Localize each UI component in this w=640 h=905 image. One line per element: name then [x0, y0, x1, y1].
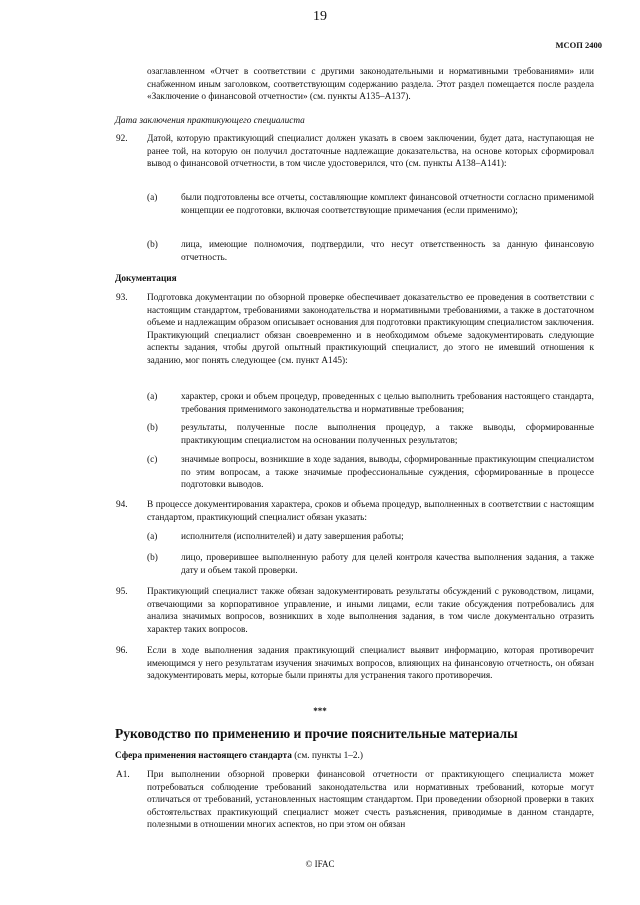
list-item-text: результаты, полученные после выполнения процедур, а также выводы, сформированные практикующим специалистом на основании полученных результатов; — [181, 423, 594, 446]
list-item-label: (a) — [147, 392, 158, 402]
list-item-text: лица, имеющие полномочия, подтвердили, что несут ответственность за данную финансовую отчетность. — [181, 240, 594, 263]
paragraph-number: 94. — [116, 500, 128, 510]
list-item-label: (b) — [147, 423, 158, 433]
paragraph-96: Если в ходе выполнения задания практикующий специалист выявит информацию, которая противоречит имеющимся у него результатам изучения значимых вопросов, влияющих на финансовую отчетность, он обязан задокументировать меры, которые были приняты для устранения такого противоречия. — [147, 646, 594, 682]
guidance-section-title: Руководство по применению и прочие пояснительные материалы — [115, 726, 518, 741]
list-item-text: лицо, проверившее выполненную работу для целей контроля качества выполнения задания, а также дату и объем такой проверки. — [181, 553, 594, 576]
list-item-label: (b) — [147, 240, 158, 250]
date-section-heading: Дата заключения практикующего специалиста — [115, 116, 305, 126]
paragraph-number: 95. — [116, 587, 128, 597]
list-item-label: (b) — [147, 553, 158, 563]
scope-heading-reference: (см. пункты 1–2.) — [291, 751, 363, 761]
paragraph-92: Датой, которую практикующий специалист должен указать в своем заключении, будет дата, наступающая не ранее той, на которую он получил достаточные надлежащие доказательства, на основе которых сформировал вывод о финансовой отчетности, в том числе удостоверился, что (см. пункты A138–A141): — [147, 134, 594, 170]
scope-heading — [115, 750, 363, 763]
list-item-text: значимые вопросы, возникшие в ходе задания, выводы, сформированные практикующим специалистом по этим вопросам, а также значимые профессиональные суждения, сформированные в процессе подготовки выводов. — [181, 455, 594, 491]
paragraph-number: 93. — [116, 293, 128, 303]
list-item-label: (c) — [147, 455, 158, 465]
standard-code: МСОП 2400 — [555, 40, 602, 50]
paragraph-a1: При выполнении обзорной проверки финансовой отчетности от практикующего специалиста может потребоваться соблюдение требований законодательства или нормативных требований, которые могут отличаться от требований, установленных настоящим стандартом. При проведении обзорной проверки в таких обстоятельствах практикующий специалист может счесть разъяснения, приводимые в данном стандарте, полезными в отношении многих аспектов, но при этом он обязан — [147, 770, 594, 831]
page-number: 19 — [313, 9, 327, 24]
list-item-label: (a) — [147, 532, 158, 542]
paragraph-number: A1. — [116, 770, 130, 780]
paragraph-93: Подготовка документации по обзорной проверке обеспечивает доказательство ее проведения в соответствии с настоящим стандартом, требованиями законодательства и нормативными требованиями, а также в достаточном объеме и надлежащим образом описывает основания для подготовки практикующим специалистом заключения. Практикующий специалист обязан своевременно и в необходимом объеме задокументировать следующие аспекты задания, чтобы другой опытный практикующий специалист, до этого не имевший отношения к заданию, мог понять следующее (см. пункт A145): — [147, 293, 594, 366]
list-item-text: были подготовлены все отчеты, составляющие комплект финансовой отчетности согласно применимой концепции ее подготовки, включая соответствующие примечания (если применимо); — [181, 193, 594, 216]
paragraph-95: Практикующий специалист также обязан задокументировать результаты обсуждений с руководством, лицами, отвечающими за корпоративное управление, и иными лицами, если такие обсуждения потребовались для анализа значимых вопросов, возникших в ходе выполнения задания, в том числе документально отразить характер таких вопросов. — [147, 587, 594, 635]
list-item-label: (a) — [147, 193, 158, 203]
paragraph-number: 96. — [116, 646, 128, 656]
list-item-text: характер, сроки и объем процедур, проведенных с целью выполнить требования настоящего стандарта, требования применимого законодательства и нормативные требования; — [181, 392, 594, 415]
paragraph-number: 92. — [116, 134, 128, 144]
scope-heading-text: Сфера применения настоящего стандарта — [115, 751, 292, 761]
intro-paragraph: озаглавленном «Отчет в соответствии с другими законодательными и нормативными требованиями» или снабженном иным заголовком, соответствующим содержанию раздела. Этот раздел помещается после раздела «Заключение о финансовой отчетности» (см. пункты A135–A137). — [147, 67, 594, 103]
list-item-text: исполнителя (исполнителей) и дату завершения работы; — [181, 532, 404, 542]
copyright-footer: © IFAC — [305, 859, 335, 869]
documentation-heading: Документация — [115, 274, 177, 284]
section-separator: *** — [313, 706, 327, 716]
paragraph-94: В процессе документирования характера, сроков и объема процедур, выполненных в соответствии с настоящим стандартом, практикующий специалист обязан указать: — [147, 500, 594, 523]
